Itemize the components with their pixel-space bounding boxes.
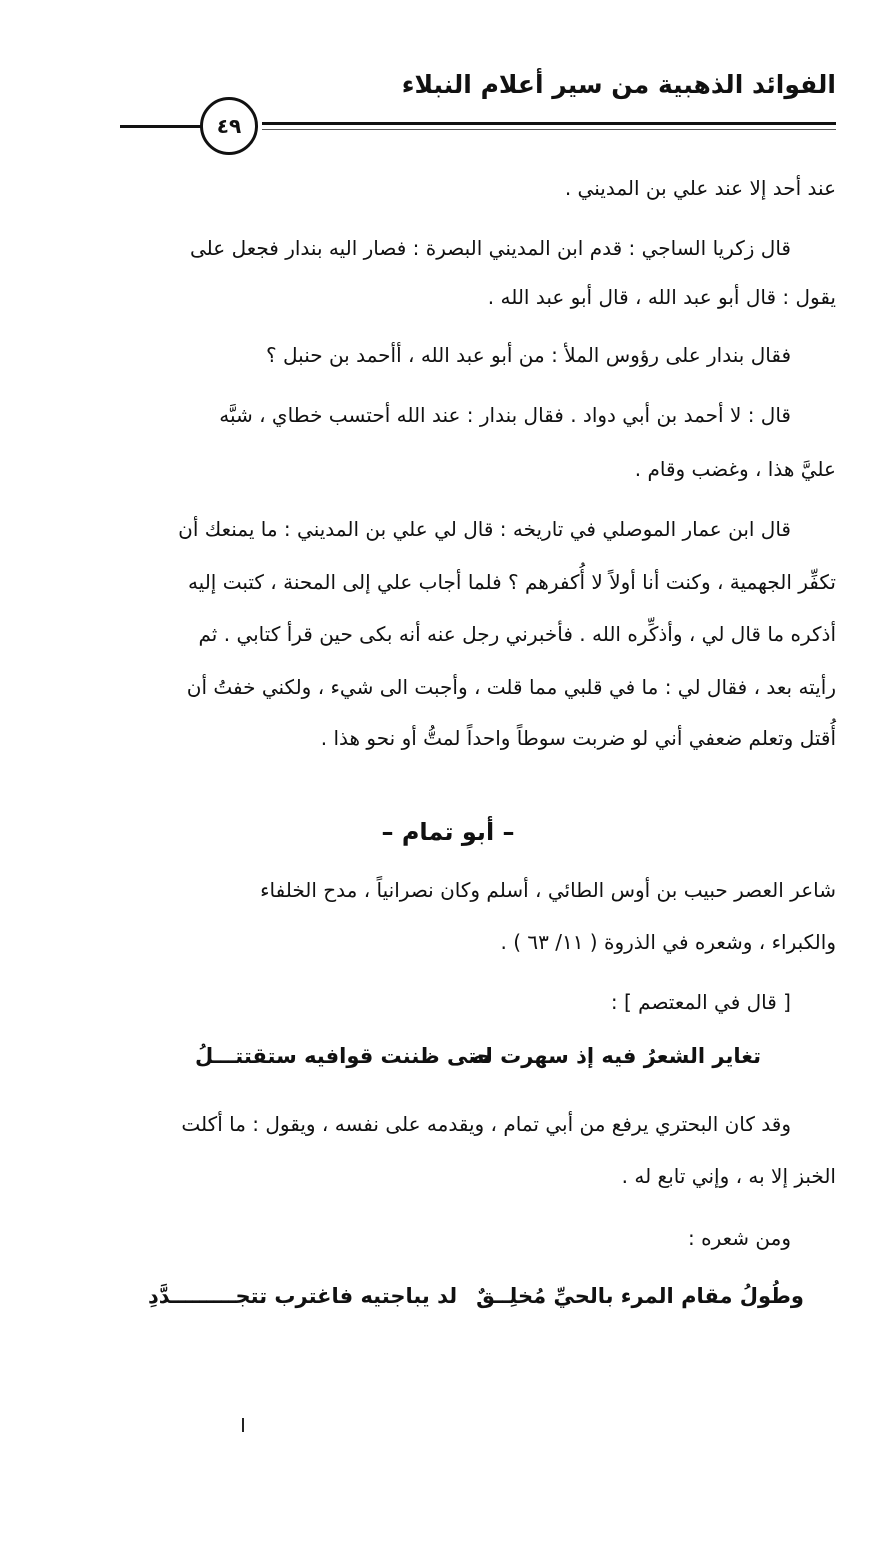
verse-2-second-hemistich: لد يباجتيه فاغترب تتجـــــــــدَّدِ [148,1284,458,1308]
text-line: عند أحد إلا عند علي بن المديني . [564,176,836,200]
text-line: شاعر العصر حبيب بن أوس الطائي ، أسلم وكان نصرانياً ، مدح الخلفاء [260,878,836,902]
section-heading: – أبو تمام – [381,818,515,846]
header-rule-right [262,122,836,125]
text-line: والكبراء ، وشعره في الذروة ( ١١/ ٦٣ ) . [500,930,836,954]
text-line: قال زكريا الساجي : قدم ابن المديني البصرة : فصار اليه بندار فجعل على [190,236,791,260]
verse-1-first-hemistich: تغاير الشعرُ فيه إذ سهرت له [472,1044,761,1068]
text-line: الخبز إلا به ، وإني تابع له . [621,1164,836,1188]
text-line: [ قال في المعتصم ] : [610,990,791,1014]
text-line: ومن شعره : [688,1226,791,1250]
scan-mark [242,1418,244,1432]
text-line: قال : لا أحمد بن أبي دواد . فقال بندار : عند الله أحتسب خطاي ، شبَّه [219,403,791,427]
text-line: فقال بندار على رؤوس الملأ : من أبو عبد الله ، أأحمد بن حنبل ؟ [266,343,791,367]
text-line: وقد كان البحتري يرفع من أبي تمام ، ويقدمه على نفسه ، ويقول : ما أكلت [181,1112,791,1136]
header-rule-left [120,125,202,128]
running-header-title: الفوائد الذهبية من سير أعلام النبلاء [401,70,836,99]
text-line: أذكره ما قال لي ، وأذكِّره الله . فأخبرني رجل عنه أنه بكى حين قرأ كتابي . ثم [198,622,836,646]
header-rule-right-thin [262,129,836,130]
text-line: رأيته بعد ، فقال لي : ما في قلبي مما قلت ، وأجبت الى شيء ، ولكني خفتُ أن [186,675,836,699]
page-number-circle: ٤٩ [200,97,258,155]
text-line: قال ابن عمار الموصلي في تاريخه : قال لي علي بن المديني : ما يمنعك أن [178,517,791,541]
verse-2-first-hemistich: وطُولُ مقام المرء بالحيِّ مُخلِــقٌ [476,1284,804,1308]
text-line: يقول : قال أبو عبد الله ، قال أبو عبد الله . [487,285,836,309]
verse-1-second-hemistich: حتى ظننت قوافيه ستقتتـــلُ [195,1044,492,1068]
text-line: عليَّ هذا ، وغضب وقام . [634,457,836,481]
text-line: أُقتل وتعلم ضعفي أني لو ضربت سوطاً واحداً لمتُّ أو نحو هذا . [320,726,836,750]
text-line: تكفِّر الجهمية ، وكنت أنا أولاً لا أُكفرهم ؟ فلما أجاب علي إلى المحنة ، كتبت إليه [187,570,836,594]
